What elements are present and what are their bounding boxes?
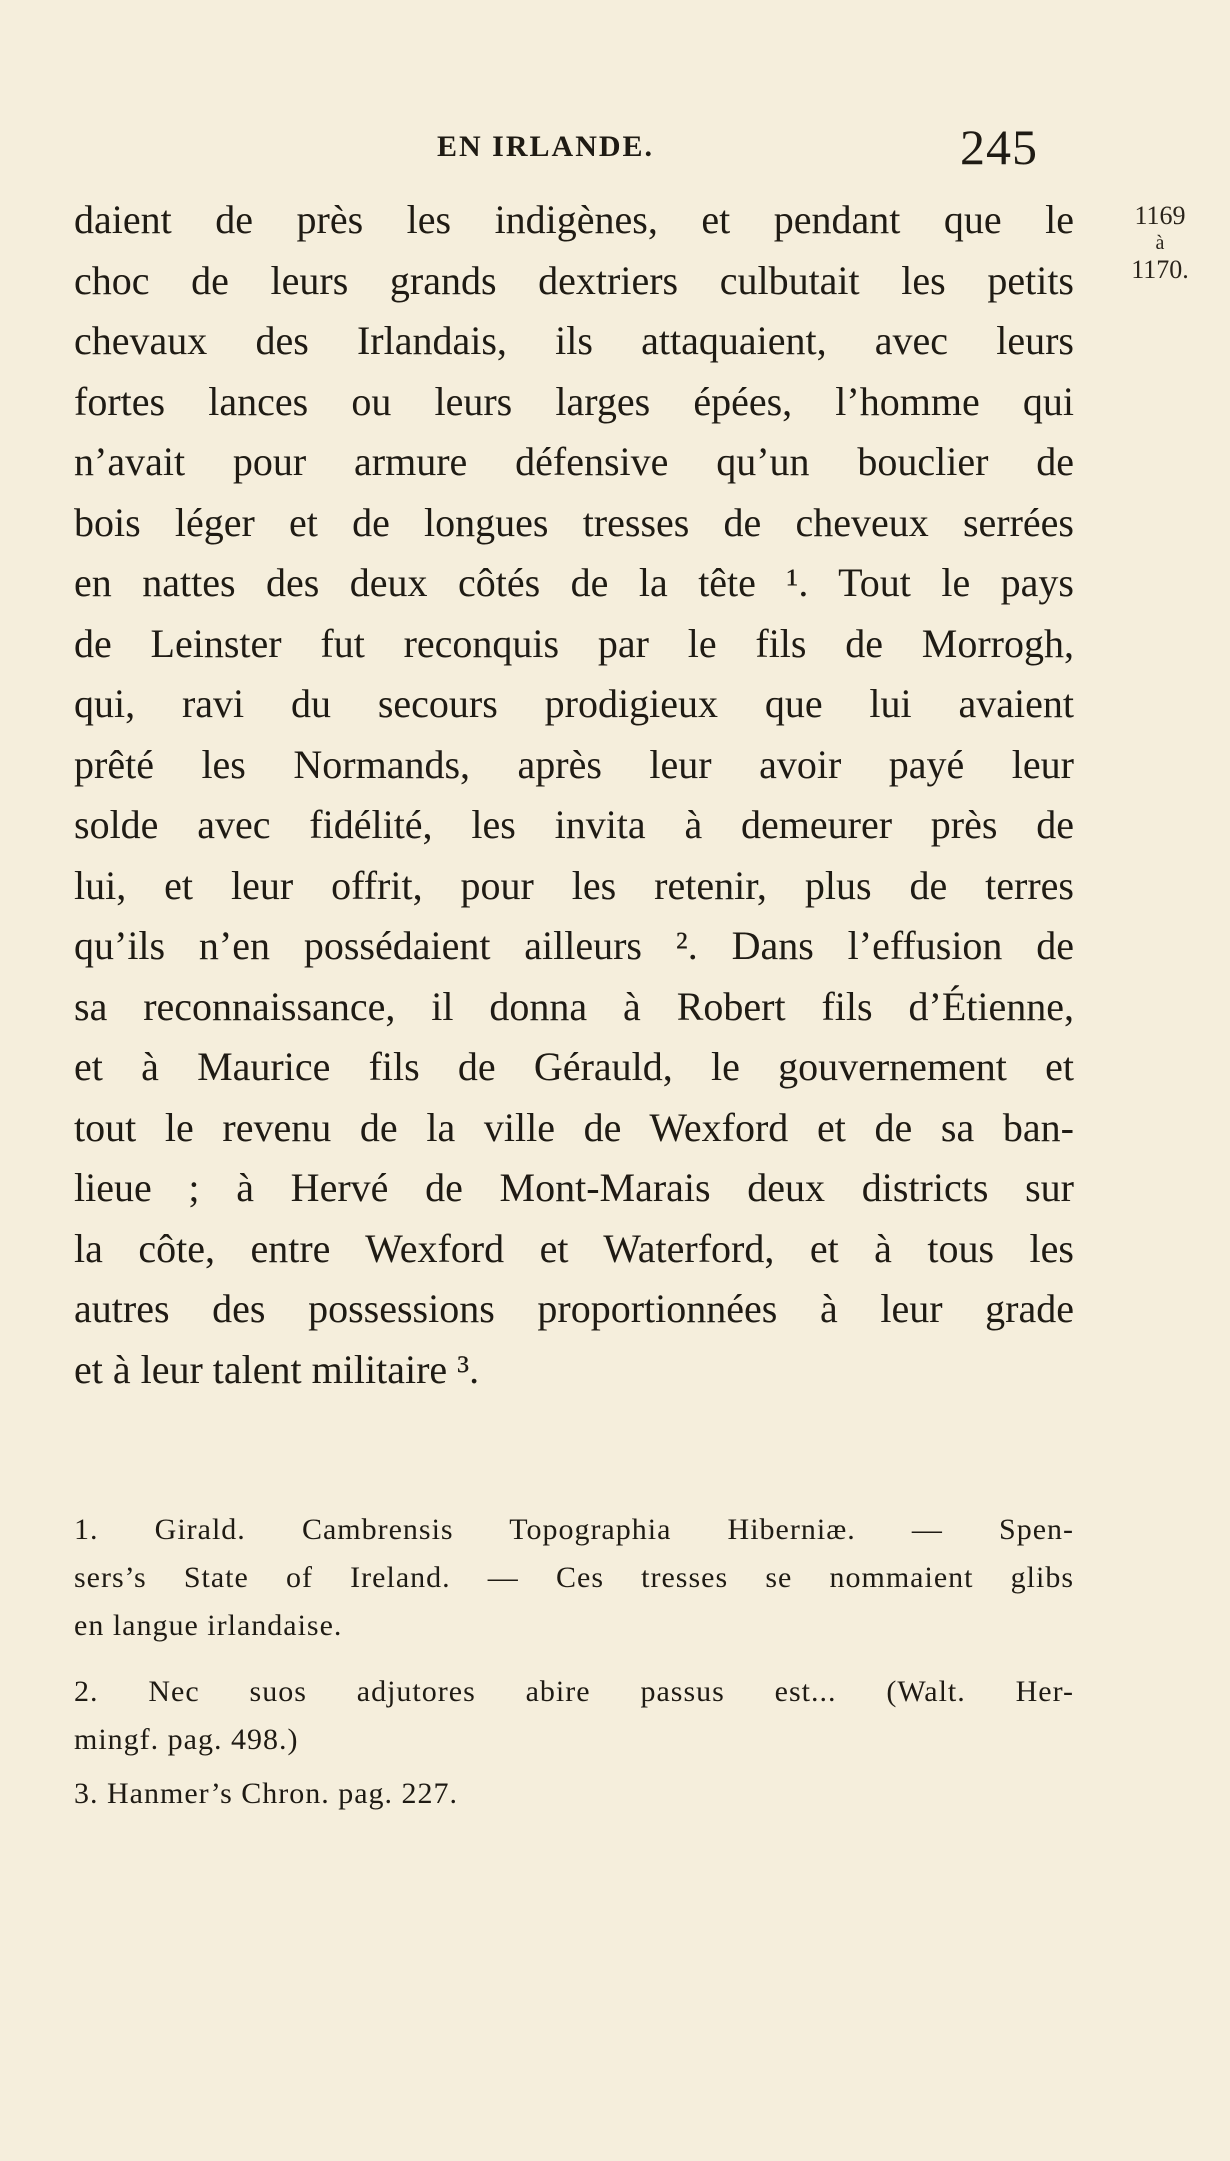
body-line: solde avec fidélité, les invita à demeurer près de: [74, 802, 1074, 847]
body-line: de Leinster fut reconquis par le fils de Morrogh,: [74, 620, 1074, 666]
body-line: fortes lances ou leurs larges épées, l’homme qui: [74, 378, 1074, 424]
body-line: qui, ravi du secours prodigieux que lui avaient: [74, 681, 1074, 726]
footnote-line: 1. Girald. Cambrensis Topographia Hiberniæ. — Spen-: [74, 1513, 1074, 1546]
footnote-line: 3. Hanmer’s Chron. pag. 227.: [74, 1777, 459, 1810]
body-line: autres des possessions proportionnées à leur grade: [74, 1286, 1074, 1331]
footnote-line: 2. Nec suos adjutores abire passus est... (Walt. Her-: [74, 1675, 1074, 1708]
footnote-1: [74, 1506, 1074, 1650]
page-number: 245: [960, 119, 1038, 175]
footnote-3: [74, 1770, 1074, 1818]
margin-date-connector: à: [1155, 232, 1165, 254]
body-line: et à Maurice fils de Gérauld, le gouvernement et: [74, 1044, 1074, 1089]
body-line: daient de près les indigènes, et pendant que le: [74, 197, 1074, 242]
body-line: chevaux des Irlandais, ils attaquaient, avec leurs: [74, 318, 1074, 363]
footnote-line: en langue irlandaise.: [74, 1609, 343, 1642]
body-line: sa reconnaissance, il donna à Robert fils d’Étienne,: [74, 983, 1074, 1029]
body-line: tout le revenu de la ville de Wexford et de sa ban-: [74, 1104, 1074, 1150]
margin-date-end: 1170.: [1131, 255, 1189, 284]
footnote-line: sers’s State of Ireland. — Ces tresses se nommaient glibs: [74, 1561, 1074, 1594]
body-line: n’avait pour armure défensive qu’un bouclier de: [74, 439, 1074, 484]
body-line: bois léger et de longues tresses de cheveux serrées: [74, 499, 1074, 545]
footnotes: [74, 1506, 1074, 1818]
body-line: la côte, entre Wexford et Waterford, et à tous les: [74, 1225, 1074, 1271]
body-line: qu’ils n’en possédaient ailleurs ². Dans l’effusion de: [74, 923, 1074, 968]
running-head: EN IRLANDE.: [437, 130, 655, 163]
body-line: lui, et leur offrit, pour les retenir, plus de terres: [74, 862, 1074, 908]
body-line: en nattes des deux côtés de la tête ¹. Tout le pays: [74, 560, 1074, 605]
footnote-2: [74, 1668, 1074, 1764]
footnote-line: mingf. pag. 498.): [74, 1723, 299, 1756]
body-text: [74, 190, 1074, 1400]
body-line: choc de leurs grands dextriers culbutait les petits: [74, 257, 1074, 303]
body-line: prêté les Normands, après leur avoir payé leur: [74, 741, 1074, 787]
body-line: et à leur talent militaire ³.: [74, 1346, 480, 1392]
margin-date-note: [1100, 200, 1220, 286]
margin-date-start: 1169: [1134, 201, 1186, 230]
page-header: [80, 118, 1080, 178]
body-line: lieue ; à Hervé de Mont-Marais deux districts sur: [74, 1165, 1074, 1210]
